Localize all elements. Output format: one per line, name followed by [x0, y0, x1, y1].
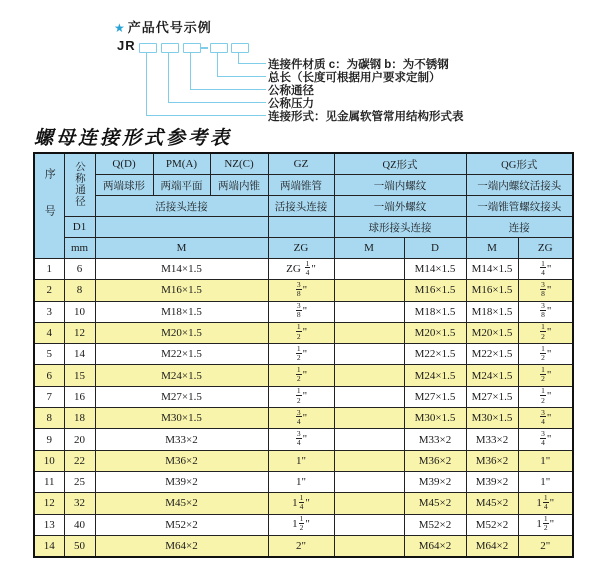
cell-qg-zg: $\frac{1}{2}$ ": [518, 322, 573, 343]
cell-dn: 22: [64, 450, 95, 471]
cell-m: M45×2: [95, 493, 268, 514]
header-unit-zg: ZG: [268, 238, 334, 259]
header-nz-desc: 两端内锥: [210, 175, 268, 196]
table-title: 螺母连接形式参考表: [34, 128, 233, 149]
header-qg-desc1: 一端内螺纹活接头: [466, 175, 573, 196]
header-qg-m: M: [466, 238, 518, 259]
header-q-desc: 两端球形: [95, 175, 153, 196]
cell-m: M52×2: [95, 514, 268, 535]
table-row: [34, 450, 573, 471]
cell-dn: 20: [64, 429, 95, 450]
cell-qz-m: [334, 259, 404, 280]
header-col-nz: NZ(C): [210, 153, 268, 175]
cell-qg-m: M20×1.5: [466, 322, 518, 343]
cell-seq: 7: [34, 386, 64, 407]
cell-qz-d: M14×1.5: [404, 259, 466, 280]
cell-qz-d: M45×2: [404, 493, 466, 514]
header-col-qz: QZ形式: [334, 153, 466, 175]
code-label-material: 连接件材质 c：为碳钢 b：为不锈钢: [268, 59, 449, 71]
cell-qg-m: M64×2: [466, 535, 518, 557]
cell-seq: 5: [34, 344, 64, 365]
cell-gz: $\frac{1}{2}$ ": [268, 386, 334, 407]
cell-gz: $\frac{3}{8}$ ": [268, 280, 334, 301]
cell-qg-m: M22×1.5: [466, 344, 518, 365]
cell-gz: $\frac{1}{2}$ ": [268, 344, 334, 365]
cell-m: M18×1.5: [95, 301, 268, 322]
cell-qg-zg: $\frac{1}{2}$ ": [518, 344, 573, 365]
cell-dn: 50: [64, 535, 95, 557]
cell-qg-m: M24×1.5: [466, 365, 518, 386]
cell-seq: 14: [34, 535, 64, 557]
cell-seq: 12: [34, 493, 64, 514]
cell-qz-m: [334, 344, 404, 365]
cell-dn: 18: [64, 408, 95, 429]
cell-dn: 40: [64, 514, 95, 535]
cell-qz-m: [334, 493, 404, 514]
header-qg-desc2: 一端锥管螺纹接头: [466, 196, 573, 217]
nut-connection-table: [33, 152, 574, 558]
cell-seq: 6: [34, 365, 64, 386]
cell-qg-zg: $\frac{1}{4}$ ": [518, 259, 573, 280]
cell-gz: 1 $\frac{1}{2}$ ": [268, 514, 334, 535]
cell-qz-d: M20×1.5: [404, 322, 466, 343]
star-icon: ★: [114, 21, 126, 35]
cell-qg-m: M39×2: [466, 471, 518, 492]
header-col-pm: PM(A): [153, 153, 210, 175]
cell-m: M16×1.5: [95, 280, 268, 301]
cell-gz: 2": [268, 535, 334, 557]
cell-qg-m: M16×1.5: [466, 280, 518, 301]
cell-dn: 10: [64, 301, 95, 322]
cell-qg-zg: $\frac{3}{4}$ ": [518, 429, 573, 450]
cell-dn: 12: [64, 322, 95, 343]
cell-qz-d: M27×1.5: [404, 386, 466, 407]
cell-m: M64×2: [95, 535, 268, 557]
cell-qz-d: M24×1.5: [404, 365, 466, 386]
header-col-gz: GZ: [268, 153, 334, 175]
table-row: [34, 344, 573, 365]
cell-qg-zg: 1": [518, 450, 573, 471]
cell-qz-m: [334, 386, 404, 407]
code-dash: [201, 47, 208, 49]
table-row: [34, 259, 573, 280]
cell-gz: $\frac{1}{2}$ ": [268, 322, 334, 343]
cell-qz-m: [334, 471, 404, 492]
cell-dn: 6: [64, 259, 95, 280]
table-row: [34, 408, 573, 429]
cell-qg-zg: 2": [518, 535, 573, 557]
cell-qz-m: [334, 365, 404, 386]
cell-qg-m: M27×1.5: [466, 386, 518, 407]
cell-qz-m: [334, 535, 404, 557]
header-qz-m: M: [334, 238, 404, 259]
cell-m: M27×1.5: [95, 386, 268, 407]
code-label-nominal-diameter: 公称通径: [268, 85, 314, 97]
cell-dn: 14: [64, 344, 95, 365]
cell-qz-m: [334, 450, 404, 471]
table-row: [34, 322, 573, 343]
header-gz-desc: 两端锥管: [268, 175, 334, 196]
cell-qg-m: M33×2: [466, 429, 518, 450]
table-row: [34, 280, 573, 301]
cell-seq: 3: [34, 301, 64, 322]
header-empty-gz: [268, 217, 334, 238]
cell-dn: 15: [64, 365, 95, 386]
header-gz-connection: 活接头连接: [268, 196, 334, 217]
cell-qg-zg: 1": [518, 471, 573, 492]
table-header: [34, 153, 573, 259]
cell-dn: 8: [64, 280, 95, 301]
cell-dn: 16: [64, 386, 95, 407]
header-empty-m: [95, 217, 268, 238]
cell-seq: 9: [34, 429, 64, 450]
table-row: [34, 471, 573, 492]
product-code-example-title: [114, 17, 212, 36]
cell-qz-d: M16×1.5: [404, 280, 466, 301]
cell-gz: $\frac{3}{4}$ ": [268, 408, 334, 429]
cell-qg-m: M14×1.5: [466, 259, 518, 280]
cell-qz-d: M64×2: [404, 535, 466, 557]
header-pm-desc: 两端平面: [153, 175, 210, 196]
header-col-q: Q(D): [95, 153, 153, 175]
cell-seq: 2: [34, 280, 64, 301]
cell-seq: 13: [34, 514, 64, 535]
connector-line-5: [238, 52, 266, 64]
header-nominal-diameter: 公称通径: [64, 153, 95, 217]
product-code-title-text: 产品代号示例: [127, 20, 212, 35]
table-row: [34, 365, 573, 386]
cell-seq: 8: [34, 408, 64, 429]
cell-qz-d: M52×2: [404, 514, 466, 535]
cell-m: M20×1.5: [95, 322, 268, 343]
cell-qg-m: M18×1.5: [466, 301, 518, 322]
cell-m: M36×2: [95, 450, 268, 471]
header-unit-mm: mm: [64, 238, 95, 259]
cell-qz-d: M30×1.5: [404, 408, 466, 429]
cell-qz-d: M22×1.5: [404, 344, 466, 365]
cell-gz: 1": [268, 450, 334, 471]
cell-gz: ZG $\frac{1}{4}$ ": [268, 259, 334, 280]
cell-gz: $\frac{3}{8}$ ": [268, 301, 334, 322]
cell-gz: $\frac{1}{2}$ ": [268, 365, 334, 386]
cell-m: M14×1.5: [95, 259, 268, 280]
header-qz-desc2: 一端外螺纹: [334, 196, 466, 217]
cell-qg-m: M36×2: [466, 450, 518, 471]
cell-seq: 1: [34, 259, 64, 280]
product-code-prefix: JR: [117, 38, 136, 53]
table-row: [34, 386, 573, 407]
cell-qg-zg: $\frac{3}{8}$ ": [518, 301, 573, 322]
cell-m: M24×1.5: [95, 365, 268, 386]
header-col-qg: QG形式: [466, 153, 573, 175]
cell-qg-m: M52×2: [466, 514, 518, 535]
cell-seq: 4: [34, 322, 64, 343]
table-row: [34, 301, 573, 322]
cell-qg-m: M30×1.5: [466, 408, 518, 429]
cell-qz-d: M33×2: [404, 429, 466, 450]
cell-seq: 11: [34, 471, 64, 492]
header-seq: 序号: [34, 153, 64, 259]
cell-m: M39×2: [95, 471, 268, 492]
cell-qg-zg: 1 $\frac{1}{4}$ ": [518, 493, 573, 514]
cell-m: M30×1.5: [95, 408, 268, 429]
cell-qg-m: M45×2: [466, 493, 518, 514]
header-qg-zg: ZG: [518, 238, 573, 259]
table-row: [34, 535, 573, 557]
code-label-nominal-pressure: 公称压力: [268, 98, 314, 110]
cell-qz-d: M36×2: [404, 450, 466, 471]
cell-qg-zg: $\frac{3}{4}$ ": [518, 408, 573, 429]
code-label-total-length: 总长（长度可根据用户要求定制）: [268, 72, 441, 84]
cell-qz-m: [334, 514, 404, 535]
cell-qg-zg: 1 $\frac{1}{2}$ ": [518, 514, 573, 535]
cell-qz-m: [334, 301, 404, 322]
table-row: [34, 493, 573, 514]
header-unit-m: M: [95, 238, 268, 259]
cell-gz: 1": [268, 471, 334, 492]
cell-dn: 32: [64, 493, 95, 514]
cell-qg-zg: $\frac{1}{2}$ ": [518, 386, 573, 407]
cell-seq: 10: [34, 450, 64, 471]
code-label-connection-form: 连接形式：见金属软管常用结构形式表: [268, 111, 464, 123]
cell-qz-m: [334, 429, 404, 450]
cell-qg-zg: $\frac{3}{8}$ ": [518, 280, 573, 301]
header-d1: D1: [64, 217, 95, 238]
cell-m: M33×2: [95, 429, 268, 450]
cell-dn: 25: [64, 471, 95, 492]
cell-gz: 1 $\frac{1}{4}$ ": [268, 493, 334, 514]
table-body: [34, 259, 573, 558]
cell-qg-zg: $\frac{1}{2}$ ": [518, 365, 573, 386]
header-qz-desc1: 一端内螺纹: [334, 175, 466, 196]
cell-m: M22×1.5: [95, 344, 268, 365]
table-row: [34, 514, 573, 535]
header-union-connection: 活接头连接: [95, 196, 268, 217]
cell-gz: $\frac{3}{4}$ ": [268, 429, 334, 450]
header-qz-connection: 球形接头连接: [334, 217, 466, 238]
cell-qz-m: [334, 322, 404, 343]
header-qz-d: D: [404, 238, 466, 259]
cell-qz-m: [334, 408, 404, 429]
table-row: [34, 429, 573, 450]
cell-qz-d: M39×2: [404, 471, 466, 492]
cell-qz-d: M18×1.5: [404, 301, 466, 322]
cell-qz-m: [334, 280, 404, 301]
header-qg-connection: 连接: [466, 217, 573, 238]
